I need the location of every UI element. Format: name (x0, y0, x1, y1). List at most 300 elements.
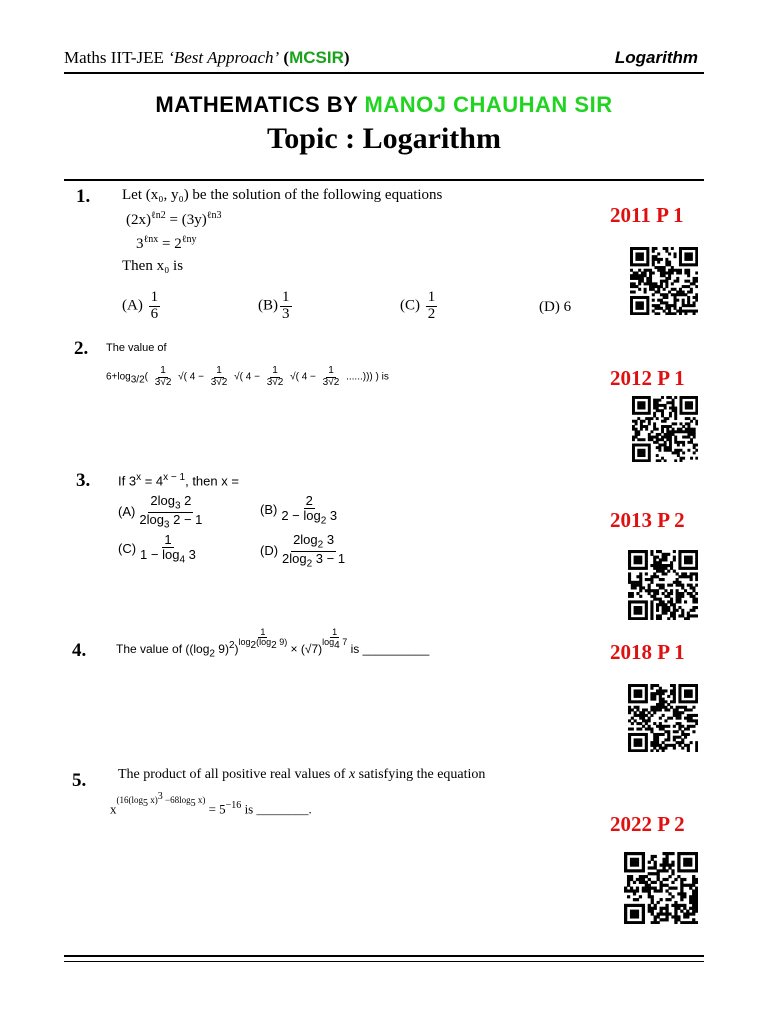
qr-module (660, 887, 663, 890)
qr-module (695, 684, 698, 687)
qr-module (693, 412, 696, 415)
qr-module (649, 280, 652, 283)
qr-module (649, 274, 652, 277)
qr-module (689, 861, 692, 864)
qr-module (645, 719, 648, 722)
qr-module (680, 459, 683, 462)
qr-module (695, 553, 698, 556)
qr-module (637, 459, 640, 462)
qr-module (687, 247, 690, 250)
qr-module (656, 725, 659, 728)
qr-module (638, 247, 641, 250)
qr-module (648, 725, 651, 728)
qr-module (693, 433, 696, 436)
qr-module (690, 572, 693, 575)
qr-module (695, 598, 698, 601)
qr-module (687, 689, 690, 692)
qr-module (674, 269, 677, 272)
qr-module (664, 556, 667, 559)
qr-module (670, 689, 673, 692)
qr-module (628, 556, 631, 559)
qr-module (636, 692, 639, 695)
qr-module (660, 889, 663, 892)
qr-module (672, 401, 675, 404)
qr-module (663, 269, 666, 272)
qr-module (636, 612, 639, 615)
qr-module (636, 915, 639, 918)
qr-module (635, 304, 638, 307)
qr-module (690, 258, 693, 261)
qr-module (669, 401, 672, 404)
qr-module (645, 698, 648, 701)
qr-module (627, 852, 630, 855)
qr-module (680, 869, 683, 872)
qr-module (695, 255, 698, 258)
qr-module (670, 589, 673, 592)
qr-module (690, 288, 693, 291)
qr-module (680, 910, 683, 913)
qr-module (695, 889, 698, 892)
qr-module (635, 420, 638, 423)
qr-module (650, 553, 653, 556)
qr-module (664, 609, 667, 612)
qr-module (635, 422, 638, 425)
qr-module (634, 609, 637, 612)
qr-module (674, 438, 677, 441)
qr-module (672, 407, 675, 410)
qr-module (633, 898, 636, 901)
qr-module (633, 296, 636, 299)
qr-module (695, 296, 698, 299)
qr-module (669, 414, 672, 417)
qr-module (660, 912, 663, 915)
qr-module (624, 918, 627, 921)
qr-module (624, 915, 627, 918)
qr-module (656, 736, 659, 739)
qr-module (656, 575, 659, 578)
qr-module (632, 396, 635, 399)
qr-module (664, 446, 667, 449)
qr-module (650, 708, 653, 711)
qr-module (689, 895, 692, 898)
qr-module (678, 600, 681, 603)
qr-module (664, 567, 667, 570)
qr-module (678, 706, 681, 709)
qr-module (687, 252, 690, 255)
qr-module (687, 717, 690, 720)
qr-module (651, 907, 654, 910)
qr-module (639, 600, 642, 603)
qr-module (624, 869, 627, 872)
qr-module (658, 446, 661, 449)
qr-module (651, 910, 654, 913)
qr-module (624, 904, 627, 907)
qr-module (687, 558, 690, 561)
qr-module (633, 864, 636, 867)
qr-module (637, 451, 640, 454)
qr-module (642, 711, 645, 714)
qr-module (661, 420, 664, 423)
qr-module (677, 907, 680, 910)
qr-module (669, 425, 672, 428)
qr-module (628, 592, 631, 595)
qr-module (639, 617, 642, 620)
qr-module (653, 684, 656, 687)
qr-module (676, 598, 679, 601)
qr-module (654, 855, 657, 858)
qr-module (668, 866, 671, 869)
qr-module (632, 404, 635, 407)
qr-module (628, 747, 631, 750)
qr-module (648, 586, 651, 589)
qr-module (628, 561, 631, 564)
qr-module (659, 578, 662, 581)
qr-module (658, 399, 661, 402)
qr-module (648, 887, 651, 890)
qr-module (662, 612, 665, 615)
question-3-year: 2013 P 2 (610, 508, 685, 532)
qr-module (695, 747, 698, 750)
qr-module (659, 614, 662, 617)
qr-module (662, 603, 665, 606)
qr-module (637, 449, 640, 452)
qr-module (659, 561, 662, 564)
question-4-qr-code[interactable] (628, 684, 698, 752)
qr-module (635, 433, 638, 436)
qr-module (690, 247, 693, 250)
qr-module (683, 884, 686, 887)
qr-module (682, 425, 685, 428)
question-3-option-b: (B) $\frac{2}{2 - \log_2 3}$ (260, 493, 338, 527)
qr-module (673, 711, 676, 714)
qr-module (642, 875, 645, 878)
qr-module (673, 698, 676, 701)
qr-module (664, 441, 667, 444)
question-5-intro: The product of all positive real values of x satisfying the equation (118, 767, 486, 782)
qr-module (695, 592, 698, 595)
qr-module (631, 684, 634, 687)
qr-module (670, 564, 673, 567)
qr-module (676, 711, 679, 714)
qr-module (663, 266, 666, 269)
qr-module (680, 852, 683, 855)
qr-module (693, 417, 696, 420)
qr-module (674, 293, 677, 296)
qr-module (662, 692, 665, 695)
qr-module (656, 399, 659, 402)
qr-module (648, 584, 651, 587)
qr-module (636, 550, 639, 553)
qr-module (687, 412, 690, 415)
qr-module (692, 869, 695, 872)
qr-module (695, 550, 698, 553)
qr-module (648, 878, 651, 881)
qr-module (636, 878, 639, 881)
qr-module (630, 887, 633, 890)
qr-module (662, 714, 665, 717)
qr-module (642, 858, 645, 861)
qr-module (641, 263, 644, 266)
qr-module (634, 558, 637, 561)
qr-module (680, 449, 683, 452)
qr-module (680, 441, 683, 444)
qr-module (663, 296, 666, 299)
qr-module (671, 869, 674, 872)
page-title (0, 92, 768, 118)
qr-module (645, 722, 648, 725)
qr-module (684, 708, 687, 711)
qr-module (668, 304, 671, 307)
qr-module (650, 417, 653, 420)
qr-module (638, 312, 641, 315)
qr-module (630, 875, 633, 878)
qr-module (695, 404, 698, 407)
qr-module (632, 399, 635, 402)
qr-module (668, 274, 671, 277)
qr-module (636, 744, 639, 747)
qr-module (662, 578, 665, 581)
qr-module (628, 606, 631, 609)
qr-module (680, 887, 683, 890)
qr-module (628, 689, 631, 692)
qr-module (649, 271, 652, 274)
qr-module (657, 915, 660, 918)
qr-module (678, 584, 681, 587)
qr-module (643, 459, 646, 462)
qr-module (687, 274, 690, 277)
qr-module (641, 271, 644, 274)
qr-module (632, 420, 635, 423)
qr-module (692, 907, 695, 910)
qr-module (663, 301, 666, 304)
qr-module (635, 255, 638, 258)
qr-module (634, 714, 637, 717)
qr-module (681, 612, 684, 615)
qr-module (680, 898, 683, 901)
qr-module (651, 855, 654, 858)
qr-module (685, 401, 688, 404)
qr-module (690, 404, 693, 407)
qr-module (632, 407, 635, 410)
question-2-qr-code[interactable] (632, 396, 698, 462)
qr-module (680, 407, 683, 410)
qr-module (683, 858, 686, 861)
question-3-qr-code[interactable] (628, 550, 698, 620)
qr-module (677, 444, 680, 447)
qr-module (695, 409, 698, 412)
qr-module (642, 600, 645, 603)
qr-module (667, 708, 670, 711)
qr-module (653, 561, 656, 564)
question-1-qr-code[interactable] (630, 247, 698, 315)
qr-module (683, 864, 686, 867)
qr-module (686, 884, 689, 887)
qr-module (674, 422, 677, 425)
qr-module (695, 904, 698, 907)
qr-module (681, 595, 684, 598)
qr-module (682, 396, 685, 399)
qr-module (682, 299, 685, 302)
qr-module (695, 869, 698, 872)
qr-module (693, 304, 696, 307)
qr-module (657, 304, 660, 307)
qr-module (666, 396, 669, 399)
qr-module (684, 567, 687, 570)
qr-module (677, 454, 680, 457)
qr-module (642, 852, 645, 855)
qr-module (678, 567, 681, 570)
qr-module (676, 271, 679, 274)
qr-module (687, 407, 690, 410)
qr-module (636, 561, 639, 564)
qr-module (628, 711, 631, 714)
qr-module (690, 291, 693, 294)
qr-module (636, 921, 639, 924)
qr-module (678, 561, 681, 564)
qr-module (635, 444, 638, 447)
qr-module (640, 396, 643, 399)
qr-module (650, 581, 653, 584)
qr-module (662, 861, 665, 864)
qr-module (656, 404, 659, 407)
qr-module (633, 282, 636, 285)
qr-module (681, 614, 684, 617)
qr-module (687, 428, 690, 431)
qr-module (656, 708, 659, 711)
qr-module (653, 744, 656, 747)
qr-module (693, 446, 696, 449)
qr-module (628, 600, 631, 603)
qr-module (636, 741, 639, 744)
qr-module (674, 878, 677, 881)
qr-module (644, 274, 647, 277)
qr-module (666, 438, 669, 441)
qr-module (660, 898, 663, 901)
qr-module (639, 684, 642, 687)
qr-module (687, 747, 690, 750)
qr-module (659, 564, 662, 567)
qr-module (678, 598, 681, 601)
qr-module (678, 714, 681, 717)
qr-module (628, 692, 631, 695)
qr-module (636, 584, 639, 587)
header-prefix: Maths IIT-JEE (64, 48, 169, 67)
qr-module (690, 689, 693, 692)
qr-module (662, 918, 665, 921)
qr-module (678, 717, 681, 720)
qr-module (674, 449, 677, 452)
qr-module (652, 258, 655, 261)
qr-module (648, 711, 651, 714)
qr-module (667, 609, 670, 612)
qr-module (673, 738, 676, 741)
qr-module (666, 446, 669, 449)
qr-module (639, 875, 642, 878)
qr-module (646, 255, 649, 258)
qr-module (684, 695, 687, 698)
qr-module (652, 282, 655, 285)
qr-module (678, 722, 681, 725)
qr-module (627, 878, 630, 881)
qr-module (633, 912, 636, 915)
qr-module (636, 609, 639, 612)
qr-module (646, 277, 649, 280)
qr-module (693, 430, 696, 433)
qr-module (671, 881, 674, 884)
qr-module (645, 692, 648, 695)
qr-module (631, 733, 634, 736)
qr-module (678, 711, 681, 714)
qr-module (690, 584, 693, 587)
qr-module (637, 438, 640, 441)
qr-module (635, 274, 638, 277)
qr-module (630, 296, 633, 299)
qr-module (633, 271, 636, 274)
qr-module (692, 898, 695, 901)
qr-module (651, 921, 654, 924)
qr-module (639, 741, 642, 744)
qr-module (678, 700, 681, 703)
qr-module (628, 578, 631, 581)
question-1-option-c: (C) $\frac{1}{2}$ (400, 289, 436, 322)
qr-module (674, 887, 677, 890)
qr-module (633, 889, 636, 892)
qr-module (630, 291, 633, 294)
qr-module (667, 592, 670, 595)
qr-module (670, 600, 673, 603)
qr-module (628, 575, 631, 578)
qr-module (695, 606, 698, 609)
qr-module (685, 412, 688, 415)
qr-module (639, 572, 642, 575)
qr-module (679, 312, 682, 315)
qr-module (690, 595, 693, 598)
qr-module (684, 558, 687, 561)
qr-module (653, 741, 656, 744)
qr-module (650, 741, 653, 744)
qr-module (652, 299, 655, 302)
qr-module (648, 861, 651, 864)
qr-module (654, 887, 657, 890)
qr-module (661, 412, 664, 415)
question-3-number: 3. (76, 470, 91, 491)
qr-module (660, 918, 663, 921)
qr-module (634, 719, 637, 722)
qr-module (668, 898, 671, 901)
qr-module (637, 396, 640, 399)
qr-module (695, 689, 698, 692)
qr-module (674, 301, 677, 304)
qr-module (667, 730, 670, 733)
qr-module (654, 907, 657, 910)
qr-module (656, 433, 659, 436)
qr-module (692, 595, 695, 598)
qr-module (664, 708, 667, 711)
qr-module (633, 291, 636, 294)
qr-module (685, 417, 688, 420)
qr-module (633, 881, 636, 884)
qr-module (639, 722, 642, 725)
qr-module (648, 446, 651, 449)
qr-module (680, 401, 683, 404)
question-5-qr-code[interactable] (624, 852, 698, 924)
qr-module (690, 592, 693, 595)
qr-module (678, 692, 681, 695)
qr-module (645, 444, 648, 447)
qr-module (656, 614, 659, 617)
qr-module (684, 255, 687, 258)
qr-module (662, 866, 665, 869)
